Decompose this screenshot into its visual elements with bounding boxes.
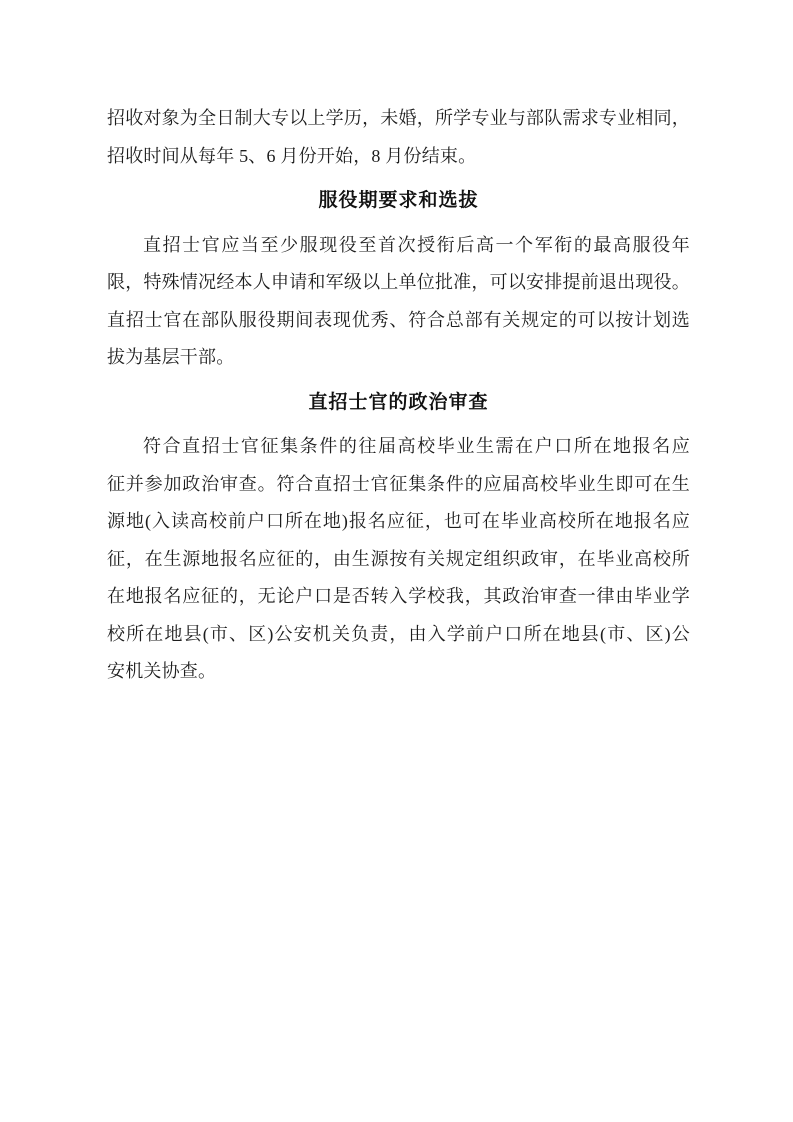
heading-service-requirements: 服役期要求和选拔: [318, 190, 479, 211]
text-line: 直招士官在部队服役期间表现优秀、符合总部有关规定的可以按计划选: [107, 309, 690, 330]
text-line: 招收对象为全日制大专以上学历，未婚，所学专业与部队需求专业相同，: [107, 108, 690, 128]
text-line: 招收时间从每年 5、6 月份开始，8 月份结束。: [107, 145, 477, 166]
paragraph-recruitment-targets: [107, 100, 690, 175]
text-line: 安机关协查。: [107, 661, 217, 681]
text-line: 征，在生源地报名应征的，由生源按有关规定组织政审，在毕业高校所: [107, 548, 690, 569]
text-line: 限，特殊情况经本人申请和军级以上单位批准，可以安排提前退出现役。: [107, 272, 690, 292]
text-line: 拔为基层干部。: [107, 347, 235, 367]
text-line: 直招士官应当至少服现役至首次授衔后高一个军衔的最高服役年: [143, 234, 690, 255]
text-line: 源地(入读高校前户口所在地)报名应征，也可在毕业高校所在地报名应: [107, 511, 690, 531]
heading-political-review: 直招士官的政治审查: [308, 391, 489, 413]
text-line: 符合直招士官征集条件的往届高校毕业生需在户口所在地报名应: [143, 436, 690, 456]
paragraph-political-review: [107, 428, 690, 691]
text-line: 在地报名应征的，无论户口是否转入学校我，其政治审查一律由毕业学: [107, 586, 690, 606]
text-line: 校所在地县(市、区)公安机关负责，由入学前户口所在地县(市、区)公: [107, 623, 690, 644]
text-line: 征并参加政治审查。符合直招士官征集条件的应届高校毕业生即可在生: [107, 473, 690, 494]
paragraph-service-period: [107, 227, 690, 377]
